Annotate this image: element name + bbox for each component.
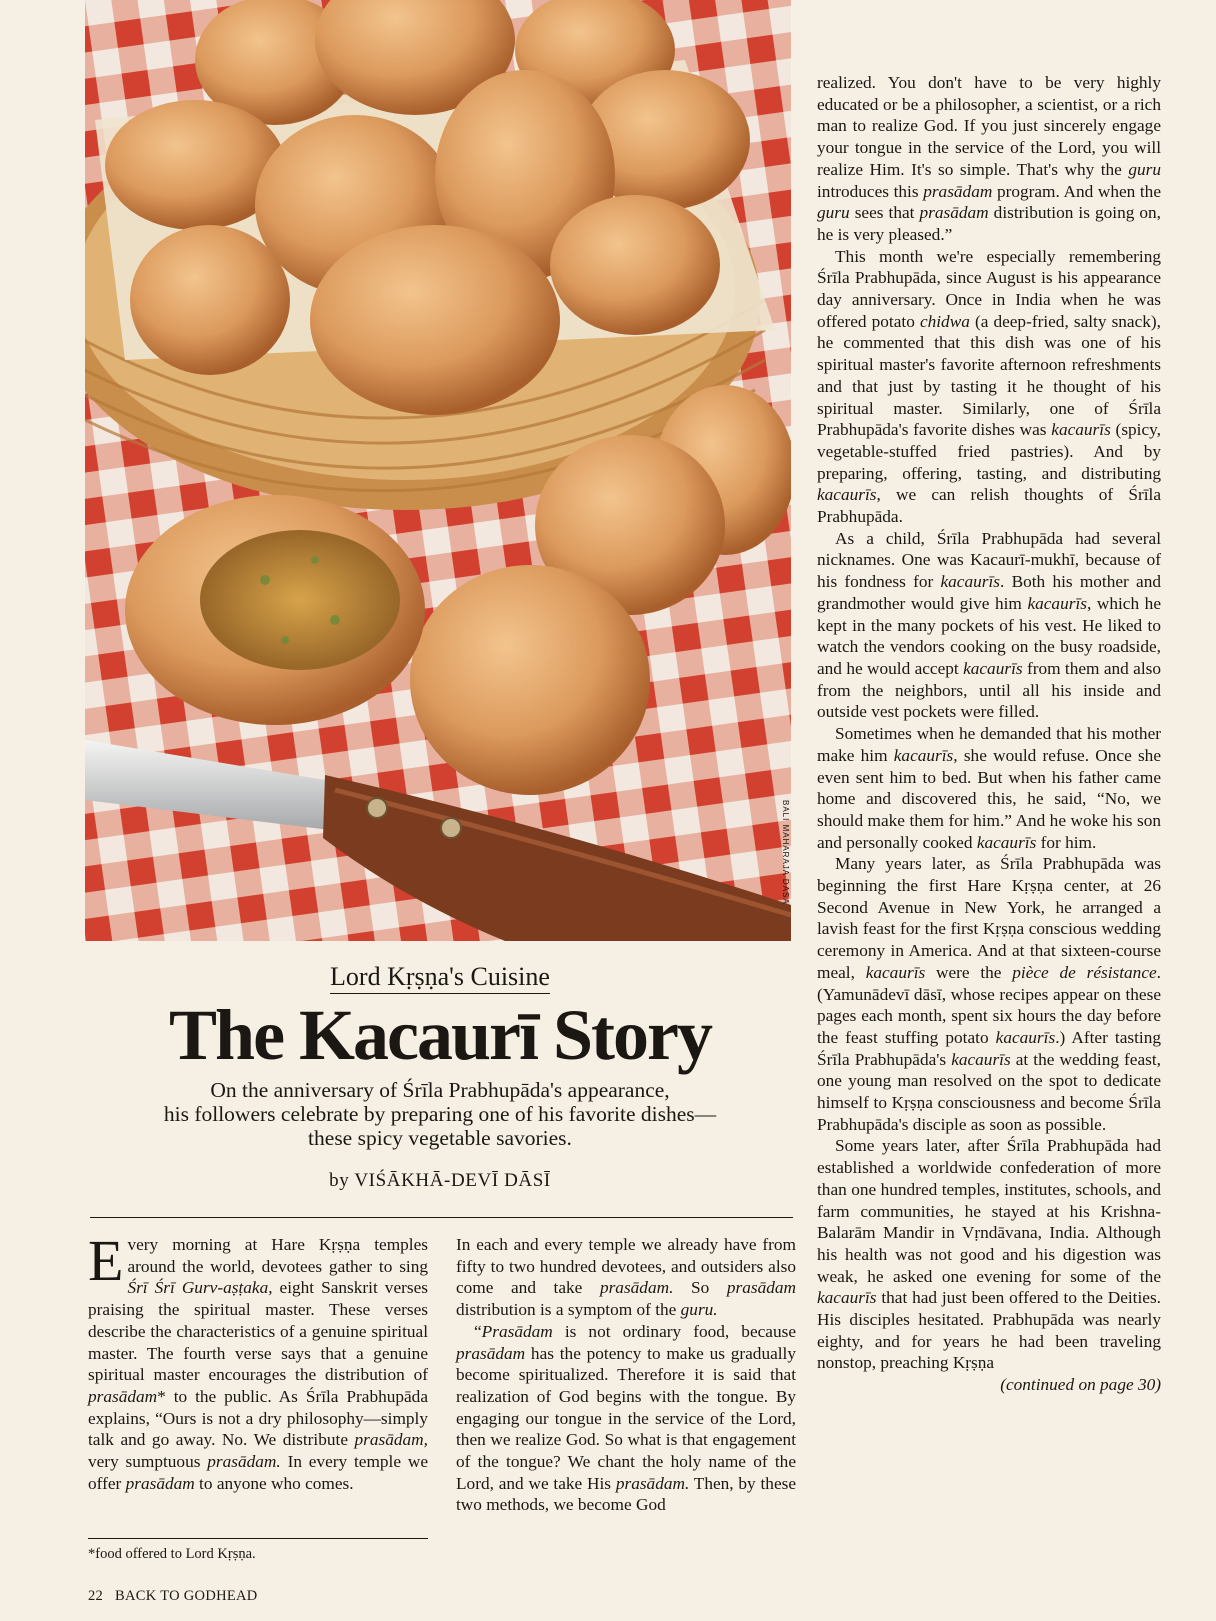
footnote: *food offered to Lord Kṛṣṇa. [88, 1546, 256, 1562]
column-2 [456, 1234, 796, 1516]
paragraph: “Prasādam is not ordinary food, because prasādam has the potency to make us gradually become spiritualized. Therefore it is said that realization of God begins with the tongue. By engaging our tongue in the service of the Lord, then we realize God. So what is that engagement of the tongue? We chant the holy name of the Lord, and we take His prasādam. Then, by these two methods, we become God [456, 1321, 797, 1515]
paragraph: Many years later, as Śrīla Prabhupāda was beginning the first Hare Kṛṣṇa center, at 26 Second Avenue in New York, he arranged a lavish feast for the first Kṛṣṇa conscious wedding ceremony in America. And at that sixteen-course meal, kacaurīs were the pièce de résistance. (Yamunādevī dāsī, whose recipes appear on these pages each month, spent six hours the day before the feast stuffing potato kacaurīs.) After tasting Śrīla Prabhupāda's kacaurīs at the wedding feast, one young man resolved on the spot to dedicate himself to Kṛṣṇa consciousness and become Śrīla Prabhupāda's disciple as soon as possible. [817, 854, 1161, 1134]
paragraph: Sometimes when he demanded that his mother make him kacaurīs, she would refuse. Once she even sent him to bed. But when his father came home and discovered this, he said, “No, we should make them for him.” And he woke his son and personally cooked kacaurīs for him. [817, 724, 1161, 852]
divider-rule [90, 1217, 793, 1218]
deck-line: his followers celebrate by preparing one of his favorite dishes— [163, 1102, 717, 1126]
byline: by VIŚĀKHĀ-DEVĪ DĀSĪ [329, 1170, 551, 1191]
deck-line: these spicy vegetable savories. [308, 1126, 572, 1150]
deck-line: On the anniversary of Śrīla Prabhupāda's appearance, [210, 1078, 670, 1102]
section-kicker: Lord Kṛṣṇa's Cuisine [330, 962, 550, 994]
page-number: 22 [88, 1588, 104, 1604]
paragraph: This month we're especially remembering Śrīla Prabhupāda, since August is his appearance day anniversary. Once in India when he was offered potato chidwa (a deep-fried, salty snack), he commented that this dish was one of his spiritual master's favorite afternoon refreshments and that just by tasting it he thought of his spiritual master. Similarly, one of Śrīla Prabhupāda's favorite dishes was kacaurīs (spicy, vegetable-stuffed fried pastries). And by preparing, offering, tasting, and distributing kacaurīs, we can relish thoughts of Śrīla Prabhupāda. [817, 246, 1161, 527]
paragraph: As a child, Śrīla Prabhupāda had several nicknames. One was Kacaurī-mukhī, because of his fondness for kacaurīs. Both his mother and grandmother would give him kacaurīs, which he kept in the many pockets of his vest. He liked to watch the vendors cooking on the busy roadside, and he would accept kacaurīs from them and also from the neighbors, until all his inside and outside vest pockets were filled. [817, 528, 1162, 722]
drop-cap: E [88, 1228, 124, 1293]
paragraph: Some years later, after Śrīla Prabhupāda had established a worldwide confederation of more than one hundred temples, institutes, schools, and farm communities, he stayed at his Krishna-Balarām Mandir in Vṛndāvana, India. Although his health was not good and his digestion was weak, he asked one evening for some of the kacaurīs that had just been offered to the Deities. His disciples hesitated. Prabhupāda was nearly eighty, and for years he had been traveling nonstop, preaching Kṛṣṇa [817, 1136, 1161, 1373]
paragraph: realized. You don't have to be very highly educated or be a philosopher, a scientist, or a rich man to realize God. If you just sincerely engage your tongue in the service of the Lord, you will realize Him. It's so simple. That's why the guru introduces this prasādam program. And when the guru sees that prasādam distribution is going on, he is very pleased.” [817, 73, 1161, 244]
footnote-rule [88, 1538, 428, 1539]
article-deck [95, 1078, 785, 1150]
magazine-name: BACK TO GODHEAD [115, 1588, 258, 1604]
kacauri-photo-illustration [85, 0, 791, 941]
paragraph: In each and every temple we already have from fifty to two hundred devotees, and outsiders also come and take prasādam. So prasādam distribution is a symptom of the guru. [456, 1235, 796, 1320]
continued-text: (continued on page 30) [1000, 1375, 1161, 1395]
continued-note [817, 1374, 1161, 1396]
kacauri-photo [85, 0, 791, 941]
paragraph-text: very morning at Hare Kṛṣṇa temples around the world, devotees gather to sing Śrī Śrī Gurv-aṣṭaka, eight Sanskrit verses praising the spiritual master. These verses describe the characteristics of a genuine spiritual master. The fourth verse says that a genuine spiritual master encourages the distribution of prasādam* to the public. As Śrīla Prabhupāda explains, “Ours is not a dry philosophy—simply talk and go away. No. We distribute prasādam, very sumptuous prasādam. In every temple we offer prasādam to anyone who comes. [88, 1235, 428, 1493]
photo-credit: BALI MAHARAJA DASA [781, 800, 790, 905]
column-1 [88, 1228, 428, 1494]
article-header [95, 962, 785, 1192]
page-footer [88, 1588, 258, 1605]
column-3 [817, 72, 1161, 1396]
paragraph [88, 1228, 428, 1494]
article-title: The Kacaurī Story [169, 995, 711, 1075]
